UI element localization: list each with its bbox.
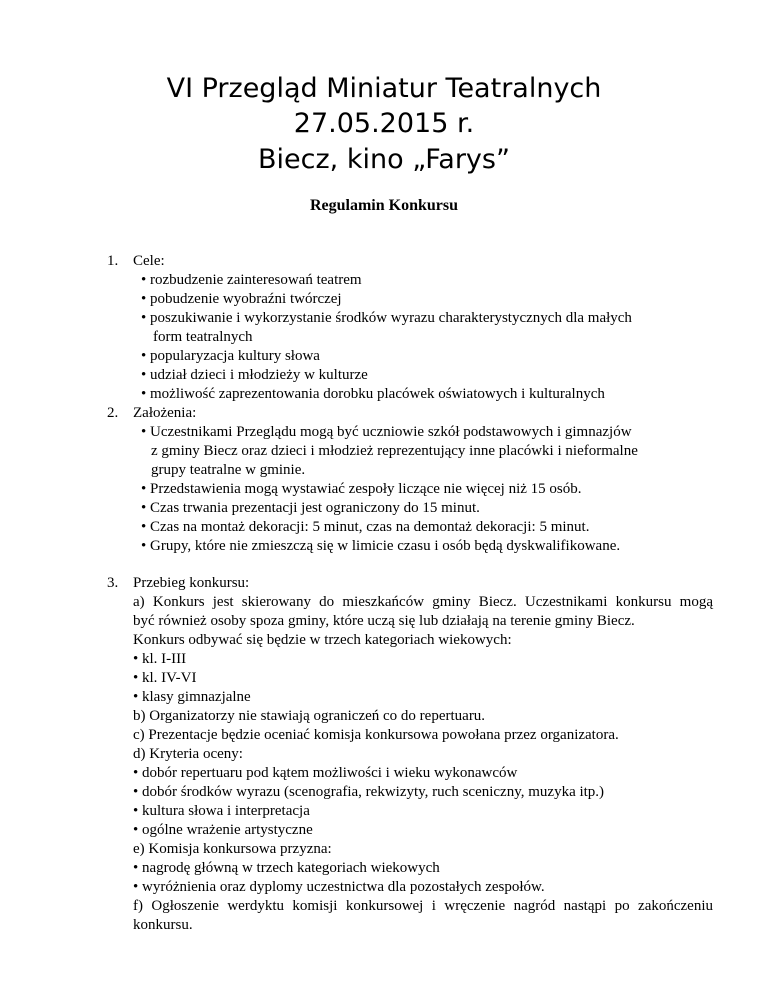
list-item: • Czas trwania prezentacji jest ograniczony do 15 minut. xyxy=(141,500,480,516)
list-item: • dobór repertuaru pod kątem możliwości i wieku wykonawców xyxy=(133,765,518,781)
paragraph-line: Konkurs odbywać się będzie w trzech kategoriach wiekowych: xyxy=(133,632,512,648)
list-item: • Uczestnikami Przeglądu mogą być uczniowie szkół podstawowych i gimnazjów xyxy=(141,424,632,440)
list-item: • Czas na montaż dekoracji: 5 minut, czas na demontaż dekoracji: 5 minut. xyxy=(141,519,590,535)
list-item: • wyróżnienia oraz dyplomy uczestnictwa dla pozostałych zespołów. xyxy=(133,879,545,895)
list-item: • kl. IV-VI xyxy=(133,670,197,686)
section-heading: Cele: xyxy=(133,253,165,269)
list-item: • ogólne wrażenie artystyczne xyxy=(133,822,313,838)
section-number: 2. xyxy=(107,405,119,421)
list-item: • dobór środków wyrazu (scenografia, rekwizyty, ruch sceniczny, muzyka itp.) xyxy=(133,784,605,800)
list-item: grupy teatralne w gminie. xyxy=(151,462,306,478)
section-number: 1. xyxy=(107,253,119,269)
list-item: • Przedstawienia mogą wystawiać zespoły liczące nie więcej niż 15 osób. xyxy=(141,481,582,497)
paragraph-line: konkursu. xyxy=(133,917,193,933)
section-heading: Założenia: xyxy=(133,405,197,421)
paragraph-line: c) Prezentacje będzie oceniać komisja konkursowa powołana przez organizatora. xyxy=(133,727,619,743)
list-item: • udział dzieci i młodzieży w kulturze xyxy=(141,367,368,383)
paragraph-line: e) Komisja konkursowa przyzna: xyxy=(133,841,332,857)
paragraph-line: być również osoby spoza gminy, które uczą się lub działają na terenie gminy Biecz. xyxy=(133,613,635,629)
paragraph-line: a) Konkurs jest skierowany do mieszkańców gminy Biecz. Uczestnikami konkursu mogą xyxy=(133,594,713,610)
title-line-3: Biecz, kino „Farys” xyxy=(258,144,510,175)
list-item: • poszukiwanie i wykorzystanie środków wyrazu charakterystycznych dla małych xyxy=(141,310,632,326)
list-item: • nagrodę główną w trzech kategoriach wiekowych xyxy=(133,860,440,876)
list-item: • rozbudzenie zainteresowań teatrem xyxy=(141,272,362,288)
section-number: 3. xyxy=(107,575,119,591)
section-heading: Przebieg konkursu: xyxy=(133,575,250,591)
list-item: • klasy gimnazjalne xyxy=(133,689,251,705)
list-item: z gminy Biecz oraz dzieci i młodzież reprezentujący inne placówki i nieformalne xyxy=(151,443,638,459)
list-item: • Grupy, które nie zmieszczą się w limicie czasu i osób będą dyskwalifikowane. xyxy=(141,538,621,554)
list-item: form teatralnych xyxy=(153,329,253,345)
title-line-2: 27.05.2015 r. xyxy=(293,108,475,139)
paragraph-line: f) Ogłoszenie werdyktu komisji konkursowej i wręczenie nagród nastąpi po zakończeniu xyxy=(133,898,713,914)
list-item: • popularyzacja kultury słowa xyxy=(141,348,320,364)
list-item: • kl. I-III xyxy=(133,651,187,667)
list-item: • kultura słowa i interpretacja xyxy=(133,803,310,819)
paragraph-line: b) Organizatorzy nie stawiają ograniczeń co do repertuaru. xyxy=(133,708,486,724)
document-subtitle: Regulamin Konkursu xyxy=(309,197,459,214)
paragraph-line: d) Kryteria oceny: xyxy=(133,746,243,762)
list-item: • możliwość zaprezentowania dorobku placówek oświatowych i kulturalnych xyxy=(141,386,605,402)
title-line-1: VI Przegląd Miniatur Teatralnych xyxy=(166,73,602,104)
list-item: • pobudzenie wyobraźni twórczej xyxy=(141,291,342,307)
